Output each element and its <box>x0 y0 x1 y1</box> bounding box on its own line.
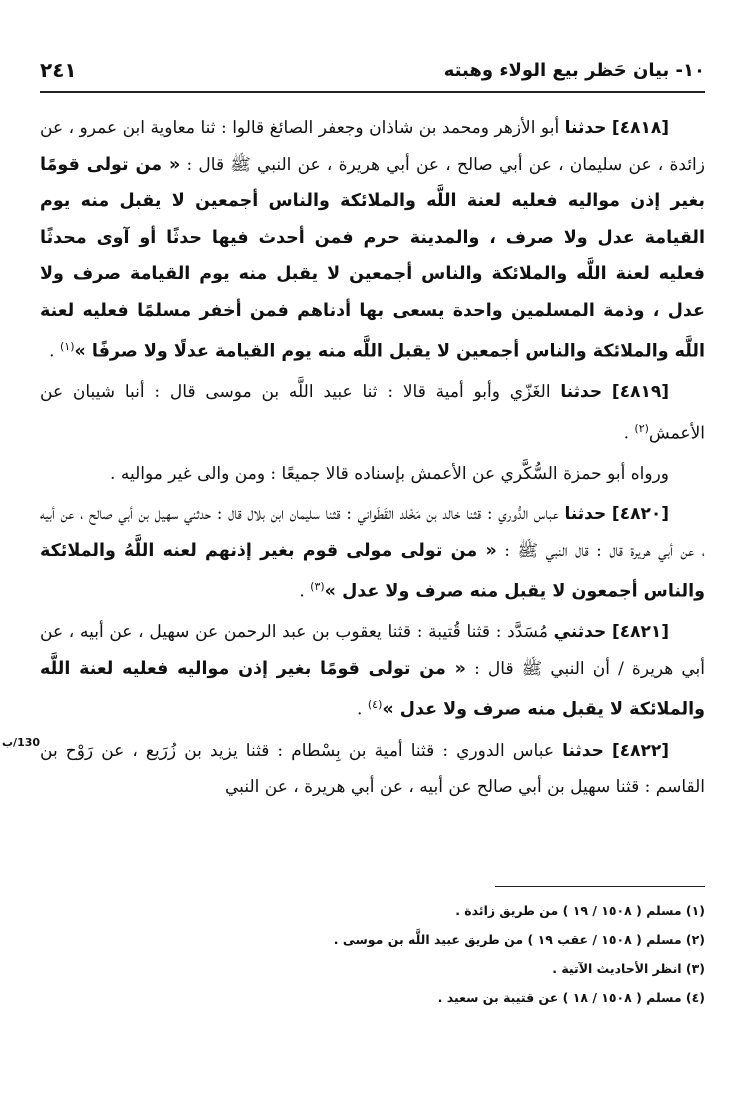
footnote-ref: (٢) <box>634 421 649 435</box>
narration-lead: حدثني <box>553 622 607 643</box>
footnote-3: (٣) انظر الأحاديث الآتية . <box>552 961 705 976</box>
footnote-1: (١) مسلم ( ١٥٠٨ / ١٩ ) من طريق زائدة . <box>455 903 705 918</box>
hadith-paragraph-4820 <box>40 496 705 610</box>
paragraph-end: . <box>623 423 629 444</box>
hadith-matn: « من تولى قومًا بغير إذن مواليه فعليه لعنة اللَّه والملائكة لا يقبل منه صرف ولا عدل » <box>40 658 705 721</box>
isnad-text: عباس الدوري : قثنا أمية بن بِسْطام : قثنا يزيد بن زُرَيع ، عن رَوْح بن القاسم : قثنا سهيل بن أبي صالح عن أبيه ، عن أبي هريرة ، عن النبي <box>40 740 705 798</box>
paragraph-end: . <box>49 341 55 362</box>
note-text: ورواه أبو حمزة السُّكَّري عن الأعمش بإسناده قالا جميعًا : ومن والى غير مواليه . <box>110 463 669 484</box>
hadith-number: [٤٨٢٠] <box>611 504 669 525</box>
hadith-number: [٤٨٢١] <box>611 622 670 643</box>
narration-lead: حدثنا <box>560 382 603 403</box>
narration-note-paragraph <box>40 456 705 493</box>
running-header <box>40 52 705 88</box>
footnote-4: (٤) مسلم ( ١٥٠٨ / ١٨ ) عن قتيبة بن سعيد . <box>437 990 705 1005</box>
hadith-matn: « من تولى مولى قوم بغير إذنهم لعنه اللَّهُ والملائكة والناس أجمعون لا يقبل منه صرف ولا عدل » <box>40 540 705 602</box>
narration-lead: حدثنا <box>562 740 604 761</box>
paragraph-end: . <box>299 581 305 602</box>
footnotes <box>40 896 705 1012</box>
hadith-paragraph-4818 <box>40 110 705 370</box>
footnote-ref: (٤) <box>367 698 383 712</box>
footnote-2: (٢) مسلم ( ١٥٠٨ / عقب ١٩ ) من طريق عبيد اللَّه بن موسى . <box>333 932 705 947</box>
narration-lead: حدثنا <box>564 504 607 525</box>
hadith-paragraph-4821 <box>40 614 705 728</box>
narration-lead: حدثنا <box>564 118 607 138</box>
hadith-paragraph-4819 <box>40 374 705 452</box>
isnad-text: الغَزّي وأبو أمية قالا : ثنا عبيد اللَّه بن موسى قال : أنبا شيبان عن الأعمش <box>40 382 705 444</box>
hadith-paragraph-4822 <box>40 733 705 806</box>
footnote-ref: (١) <box>59 340 75 353</box>
main-text <box>40 110 705 810</box>
hadith-number: [٤٨١٩] <box>611 382 669 403</box>
hadith-matn: « من تولى قومًا بغير إذن مواليه فعليه لعنة اللَّه والملائكة والناس أجمعين لا يقبل منه يوم القيامة عدل ولا صرف ، والمدينة حرم فمن أحدث فيها حدثًا أو آوى محدثًا فعليه لعنة اللَّه والملائكة والناس أجمعين لا يقبل منه يوم القيامة صرف ولا عدل ، وذمة المسلمين واحدة يسعى بها أدناهم فمن أخفر مسلمًا فعليه لعنة اللَّه والملائكة والناس أجمعين لا يقبل اللَّه منه يوم القيامة عدلًا ولا صرفًا » <box>40 154 705 362</box>
hadith-number: [٤٨٢٢] <box>611 740 670 761</box>
isnad-text: أبو الأزهر ومحمد بن شاذان وجعفر الصائغ قالوا : ثنا معاوية ابن عمرو ، عن زائدة ، عن سليمان ، عن أبي صالح ، عن أبي هريرة ، عن النبي ﷺ قال : <box>40 118 705 175</box>
margin-folio-note: 130/ب <box>2 736 41 749</box>
page-number: ٢٤١ <box>40 58 77 82</box>
header-divider <box>40 91 705 93</box>
footnote-ref: (٣) <box>310 580 325 594</box>
isnad-text: مُسَدَّد : قثنا قُتيبة : قثنا يعقوب بن عبد الرحمن عن سهيل ، عن أبيه ، عن أبي هريرة / أن النبي ﷺ قال : <box>40 622 705 679</box>
hadith-number: [٤٨١٨] <box>611 118 669 138</box>
footnote-divider <box>495 886 705 887</box>
chapter-title: ١٠- بيان حَظر بيع الولاء وهبته <box>443 59 705 81</box>
isnad-text: عباس الدُّوري : قثنا خالد بن مَخْلد القَطَواني : قثنا سليمان ابن بلال قال : حدثني سهيل بن أبي صالح ، عن أبيه ، عن أبي هريرة قال : قال النبي ﷺ : <box>40 504 705 561</box>
paragraph-end: . <box>357 700 363 721</box>
